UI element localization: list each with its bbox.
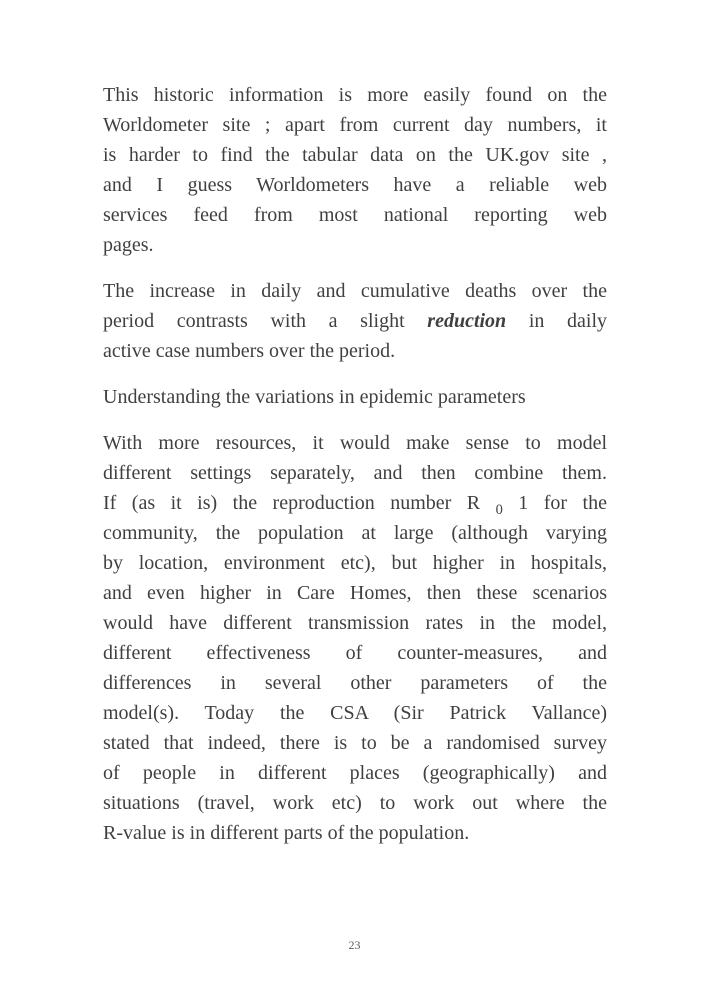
paragraph: [103, 428, 607, 848]
text-line: different effectiveness of counter-measures, and: [103, 642, 607, 664]
emphasis-reduction: reduction: [427, 310, 507, 332]
text-line: [103, 488, 607, 518]
text-line: would have different transmission rates in the model,: [103, 612, 607, 634]
text-line: is harder to find the tabular data on the UK.gov site ,: [103, 144, 607, 166]
text-line: and I guess Worldometers have a reliable web: [103, 174, 607, 196]
text-line: stated that indeed, there is to be a randomised survey: [103, 732, 607, 754]
text-line: situations (travel, work etc) to work out where the: [103, 792, 607, 814]
text-line: active case numbers over the period.: [103, 340, 396, 362]
text-line: differences in several other parameters of the: [103, 672, 607, 694]
subscript-zero: 0: [495, 502, 503, 519]
paragraph: [103, 80, 607, 260]
text-line: This historic information is more easily found on the: [103, 84, 607, 106]
text-line: [103, 306, 607, 336]
text-line: With more resources, it would make sense to model: [103, 432, 607, 454]
text-line: by location, environment etc), but higher in hospitals,: [103, 552, 607, 574]
text-line: model(s). Today the CSA (Sir Patrick Vallance): [103, 702, 607, 724]
text-segment: period contrasts with a slight: [103, 310, 428, 332]
text-line: community, the population at large (although varying: [103, 522, 607, 544]
text-line: pages.: [103, 234, 154, 256]
text-segment: If (as it is) the reproduction number R: [103, 492, 496, 514]
text-line: Understanding the variations in epidemic parameters: [103, 386, 526, 408]
text-line: services feed from most national reporting web: [103, 204, 607, 226]
text-block: [103, 80, 607, 848]
page-number: 23: [348, 938, 361, 952]
text-line: The increase in daily and cumulative deaths over the: [103, 280, 607, 302]
text-line: R-value is in different parts of the population.: [103, 822, 470, 844]
text-line: different settings separately, and then combine them.: [103, 462, 607, 484]
paragraph: [103, 276, 607, 366]
text-line: Worldometer site ; apart from current day numbers, it: [103, 114, 607, 136]
text-line: of people in different places (geographically) and: [103, 762, 607, 784]
paragraph: [103, 382, 607, 412]
text-segment: 1 for the: [502, 492, 607, 514]
text-segment: in daily: [506, 310, 608, 332]
text-line: and even higher in Care Homes, then these scenarios: [103, 582, 607, 604]
